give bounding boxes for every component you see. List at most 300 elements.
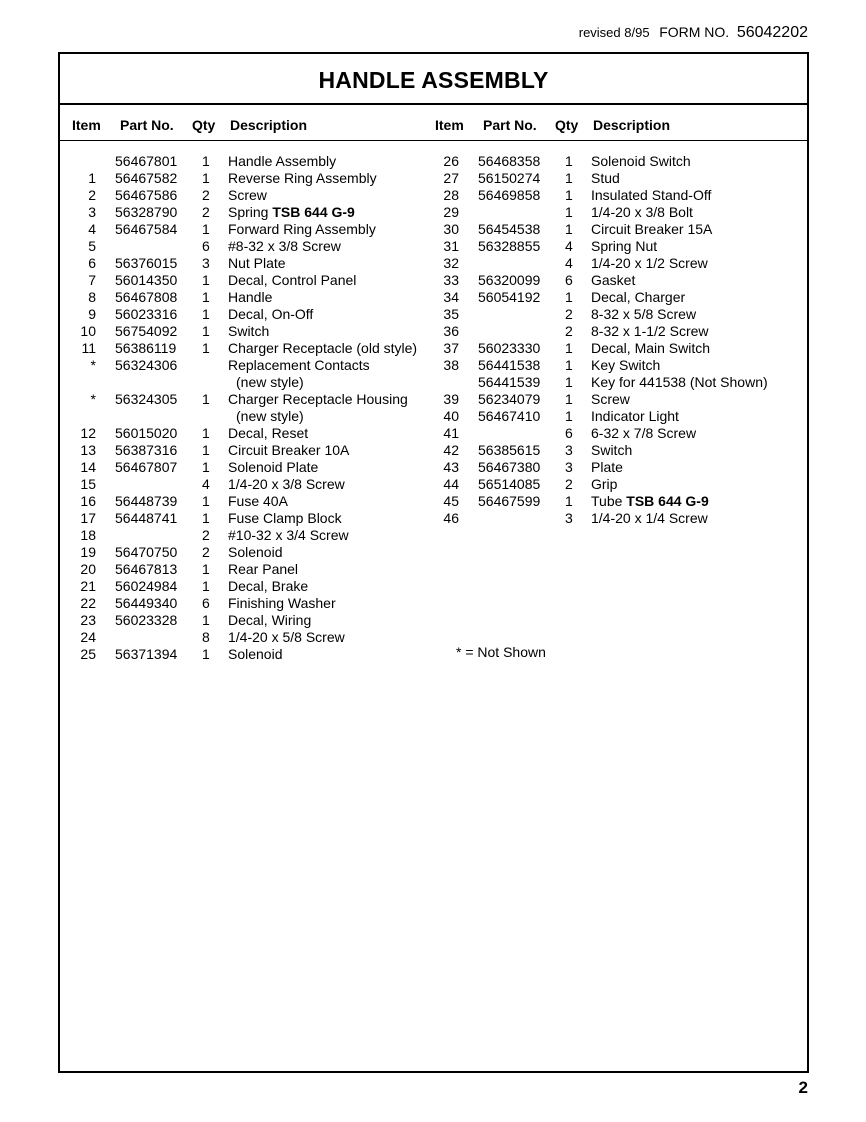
quantity: 2 (202, 204, 210, 220)
part-description (228, 459, 318, 476)
description-text: 1/4-20 x 1/4 Screw (591, 510, 708, 526)
part-row (426, 340, 806, 357)
part-description (228, 510, 342, 527)
header-item-left: Item (72, 117, 101, 133)
part-number: 56467807 (115, 459, 178, 475)
quantity: 1 (565, 408, 573, 424)
quantity: 2 (565, 306, 573, 322)
part-description (591, 374, 768, 391)
part-number: 56467584 (115, 221, 178, 237)
part-description (228, 340, 417, 357)
part-row (426, 476, 806, 493)
part-number: 56023316 (115, 306, 178, 322)
part-number: 56386119 (115, 340, 177, 356)
item-number: 11 (81, 340, 96, 356)
part-row (60, 306, 425, 323)
part-number: 56449340 (115, 595, 178, 611)
quantity: 1 (202, 323, 210, 339)
part-description (591, 170, 620, 187)
description-text: Indicator Light (591, 408, 679, 424)
part-number: 56467410 (478, 408, 541, 424)
quantity: 6 (565, 272, 573, 288)
part-description (228, 153, 336, 170)
part-description (228, 493, 288, 510)
item-number: 39 (443, 391, 459, 407)
item-number: 10 (80, 323, 96, 339)
item-number: 15 (80, 476, 96, 492)
item-number: 22 (80, 595, 96, 611)
part-description (228, 578, 308, 595)
part-description (228, 255, 286, 272)
item-number: 23 (80, 612, 96, 628)
part-description (591, 476, 617, 493)
part-number: 56454538 (478, 221, 541, 237)
item-number: 18 (80, 527, 96, 543)
item-number: 4 (88, 221, 96, 237)
part-number: 56023328 (115, 612, 178, 628)
quantity: 3 (565, 459, 573, 475)
quantity: 8 (202, 629, 210, 645)
part-description (228, 238, 341, 255)
item-number: * (90, 391, 96, 407)
part-description (228, 476, 345, 493)
description-text: Key for 441538 (Not Shown) (591, 374, 768, 390)
part-description (591, 442, 632, 459)
description-text: Decal, Control Panel (228, 272, 357, 288)
quantity: 2 (565, 323, 573, 339)
description-text: #10-32 x 3/4 Screw (228, 527, 349, 543)
item-number: 41 (443, 425, 459, 441)
description-text: 1/4-20 x 3/8 Bolt (591, 204, 693, 220)
description-text: Gasket (591, 272, 636, 288)
item-number: 2 (88, 187, 96, 203)
header-item-right: Item (435, 117, 464, 133)
item-number: 38 (443, 357, 459, 373)
part-description (228, 306, 313, 323)
item-number: 24 (80, 629, 96, 645)
item-number: 30 (443, 221, 459, 237)
quantity: 1 (565, 187, 573, 203)
part-number: 56324305 (115, 391, 178, 407)
part-row (60, 561, 425, 578)
part-row (60, 527, 425, 544)
description-text: 8-32 x 1-1/2 Screw (591, 323, 709, 339)
part-number: 56376015 (115, 255, 178, 271)
part-row (60, 255, 425, 272)
part-row (60, 459, 425, 476)
not-shown-note: * = Not Shown (456, 644, 546, 660)
quantity: 1 (202, 306, 210, 322)
description-text: Switch (591, 442, 633, 458)
quantity: 6 (202, 595, 210, 611)
quantity: 4 (202, 476, 210, 492)
part-number: 56514085 (478, 476, 541, 492)
quantity: 3 (565, 510, 573, 526)
part-number: 56754092 (115, 323, 178, 339)
item-number: 33 (443, 272, 459, 288)
part-number: 56054192 (478, 289, 541, 305)
part-row (60, 476, 425, 493)
part-row (426, 289, 806, 306)
part-row (60, 646, 425, 663)
part-number: 56469858 (478, 187, 541, 203)
quantity: 1 (565, 357, 573, 373)
quantity: 2 (565, 476, 573, 492)
quantity: 3 (565, 442, 573, 458)
part-row (60, 442, 425, 459)
part-row (426, 153, 806, 170)
part-description (228, 408, 304, 425)
item-number: 32 (443, 255, 459, 271)
part-description (591, 391, 630, 408)
part-row (60, 170, 425, 187)
description-text: Nut Plate (228, 255, 286, 271)
part-number: 56441539 (478, 374, 541, 390)
quantity: 6 (565, 425, 573, 441)
description-text: Decal, Charger (591, 289, 686, 305)
item-number: 45 (443, 493, 459, 509)
part-number: 56470750 (115, 544, 178, 560)
part-row (60, 493, 425, 510)
part-description (228, 357, 370, 374)
part-row (426, 391, 806, 408)
revision-info (579, 24, 808, 42)
quantity: 1 (565, 493, 573, 509)
part-number: 56320099 (478, 272, 541, 288)
part-description (591, 493, 709, 510)
description-text: Charger Receptacle Housing (228, 391, 408, 407)
page-title: HANDLE ASSEMBLY (60, 54, 807, 105)
quantity: 1 (202, 561, 210, 577)
item-number: 44 (443, 476, 459, 492)
description-text: (new style) (236, 374, 304, 390)
part-row (426, 187, 806, 204)
part-description (228, 561, 298, 578)
description-text: Decal, On-Off (228, 306, 314, 322)
part-row (60, 544, 425, 561)
part-number: 56023330 (478, 340, 541, 356)
column-headers (60, 105, 807, 141)
part-row (60, 629, 425, 646)
part-number: 56441538 (478, 357, 541, 373)
description-text: Reverse Ring Assembly (228, 170, 377, 186)
part-row (426, 306, 806, 323)
quantity: 1 (565, 170, 573, 186)
part-row (426, 238, 806, 255)
part-description (228, 425, 308, 442)
part-row (426, 510, 806, 527)
part-description (591, 340, 710, 357)
description-text: Handle (228, 289, 273, 305)
quantity: 2 (202, 187, 210, 203)
quantity: 1 (202, 340, 210, 356)
item-number: 40 (443, 408, 459, 424)
description-text: 1/4-20 x 1/2 Screw (591, 255, 708, 271)
part-row (60, 204, 425, 221)
quantity: 1 (202, 272, 210, 288)
part-row (426, 408, 806, 425)
part-description (591, 255, 708, 272)
parts-column-right (426, 153, 806, 527)
item-number: 26 (443, 153, 459, 169)
part-number: 56448741 (115, 510, 178, 526)
quantity: 1 (202, 442, 210, 458)
part-description (228, 187, 267, 204)
item-number: 19 (80, 544, 96, 560)
header-part-right: Part No. (483, 117, 537, 133)
item-number: 36 (443, 323, 459, 339)
part-number: 56467813 (115, 561, 178, 577)
part-number: 56467380 (478, 459, 541, 475)
description-text: 1/4-20 x 3/8 Screw (228, 476, 345, 492)
part-number: 56150274 (478, 170, 541, 186)
item-number: 43 (443, 459, 459, 475)
part-row (60, 425, 425, 442)
description-text: 1/4-20 x 5/8 Screw (228, 629, 345, 645)
part-row (426, 221, 806, 238)
part-description (228, 221, 376, 238)
quantity: 4 (565, 238, 573, 254)
part-description (228, 595, 336, 612)
part-row (426, 255, 806, 272)
part-number: 56234079 (478, 391, 541, 407)
part-row (60, 595, 425, 612)
quantity: 4 (565, 255, 573, 271)
description-text: Forward Ring Assembly (228, 221, 376, 237)
description-text: Solenoid (228, 544, 283, 560)
part-description (591, 357, 660, 374)
description-text: Fuse 40A (228, 493, 288, 509)
part-description (228, 323, 269, 340)
description-text: Switch (228, 323, 270, 339)
description-text: Decal, Main Switch (591, 340, 711, 356)
item-number: 35 (443, 306, 459, 322)
description-text: Solenoid (228, 646, 283, 662)
quantity: 1 (565, 153, 573, 169)
part-row (60, 374, 425, 391)
part-row (426, 442, 806, 459)
description-text: 6-32 x 7/8 Screw (591, 425, 697, 441)
description-text: Screw (591, 391, 630, 407)
quantity: 1 (565, 204, 573, 220)
part-row (60, 357, 425, 374)
part-number: 56015020 (115, 425, 178, 441)
part-number: 56328855 (478, 238, 541, 254)
item-number: 8 (88, 289, 96, 305)
quantity: 1 (565, 221, 573, 237)
item-number: 12 (80, 425, 96, 441)
description-text: Decal, Reset (228, 425, 309, 441)
item-number: 46 (443, 510, 459, 526)
header-part-left: Part No. (120, 117, 174, 133)
part-number: 56328790 (115, 204, 178, 220)
description-text: (new style) (236, 408, 304, 424)
form-label: FORM NO. (659, 24, 730, 40)
description-text: Spring (228, 204, 273, 220)
part-description (228, 289, 272, 306)
quantity: 1 (202, 289, 210, 305)
item-number: 14 (80, 459, 96, 475)
part-row (426, 459, 806, 476)
header-qty-left: Qty (192, 117, 216, 133)
description-text: Circuit Breaker 10A (228, 442, 350, 458)
part-row (426, 272, 806, 289)
revision-date: revised 8/95 (578, 25, 650, 40)
part-number: 56387316 (115, 442, 178, 458)
item-number: 13 (80, 442, 96, 458)
part-description (591, 323, 709, 340)
part-description (591, 408, 679, 425)
description-text: Handle Assembly (228, 153, 337, 169)
part-description (228, 527, 349, 544)
form-number: 56042202 (736, 24, 808, 41)
part-description (228, 544, 283, 561)
part-number: 56371394 (115, 646, 178, 662)
description-text: Insulated Stand-Off (591, 187, 712, 203)
header-desc-left: Description (230, 117, 308, 133)
description-text: Charger Receptacle (old style) (228, 340, 418, 356)
part-number: 56467582 (115, 170, 178, 186)
item-number: 3 (88, 204, 96, 220)
part-row (426, 204, 806, 221)
part-number: 56324306 (115, 357, 178, 373)
part-description (591, 510, 708, 527)
header-qty-right: Qty (555, 117, 579, 133)
description-spec: TSB 644 G-9 (272, 204, 355, 220)
item-number: 1 (88, 170, 96, 186)
quantity: 1 (202, 510, 210, 526)
description-spec: TSB 644 G-9 (626, 493, 709, 509)
quantity: 1 (202, 221, 210, 237)
part-number: 56385615 (478, 442, 541, 458)
quantity: 1 (565, 289, 573, 305)
parts-list-frame (58, 52, 809, 1073)
part-row (60, 187, 425, 204)
part-description (228, 204, 355, 221)
description-text: Tube (591, 493, 627, 509)
item-number: 5 (88, 238, 96, 254)
header-desc-right: Description (593, 117, 671, 133)
item-number: 27 (443, 170, 459, 186)
quantity: 2 (202, 544, 210, 560)
part-description (228, 374, 304, 391)
part-row (60, 612, 425, 629)
quantity: 2 (202, 527, 210, 543)
description-text: Replacement Contacts (228, 357, 370, 373)
quantity: 1 (565, 340, 573, 356)
part-row (426, 374, 806, 391)
part-description (228, 612, 311, 629)
item-number: 20 (80, 561, 96, 577)
item-number: 34 (443, 289, 459, 305)
part-description (591, 238, 657, 255)
part-description (228, 629, 345, 646)
part-number: 56448739 (115, 493, 178, 509)
description-text: Circuit Breaker 15A (591, 221, 713, 237)
quantity: 1 (202, 425, 210, 441)
item-number: 25 (80, 646, 96, 662)
part-description (228, 272, 356, 289)
item-number: 29 (443, 204, 459, 220)
part-description (591, 187, 711, 204)
part-description (228, 391, 408, 408)
item-number: 28 (443, 187, 459, 203)
description-text: Solenoid Switch (591, 153, 691, 169)
part-description (591, 306, 696, 323)
part-row (426, 170, 806, 187)
description-text: Spring Nut (591, 238, 658, 254)
item-number: 31 (443, 238, 459, 254)
description-text: Screw (228, 187, 267, 203)
part-description (228, 442, 349, 459)
part-row (60, 323, 425, 340)
part-row (60, 289, 425, 306)
description-text: 8-32 x 5/8 Screw (591, 306, 697, 322)
part-row (60, 408, 425, 425)
quantity: 1 (202, 646, 210, 662)
part-row (60, 510, 425, 527)
part-number: 56014350 (115, 272, 178, 288)
quantity: 1 (565, 374, 573, 390)
part-row (426, 493, 806, 510)
quantity: 3 (202, 255, 210, 271)
part-row (60, 238, 425, 255)
part-description (591, 289, 685, 306)
description-text: Stud (591, 170, 620, 186)
description-text: Grip (591, 476, 618, 492)
quantity: 1 (202, 153, 210, 169)
part-row (426, 323, 806, 340)
item-number: * (90, 357, 96, 373)
part-description (228, 170, 377, 187)
quantity: 1 (202, 578, 210, 594)
part-row (60, 578, 425, 595)
description-text: Fuse Clamp Block (228, 510, 342, 526)
description-text: Solenoid Plate (228, 459, 319, 475)
item-number: 7 (88, 272, 96, 288)
part-description (228, 646, 283, 663)
description-text: #8-32 x 3/8 Screw (228, 238, 341, 254)
item-number: 42 (443, 442, 459, 458)
description-text: Plate (591, 459, 623, 475)
page-number: 2 (798, 1078, 808, 1097)
item-number: 17 (80, 510, 96, 526)
part-description (591, 459, 623, 476)
part-row (60, 272, 425, 289)
part-number: 56467586 (115, 187, 178, 203)
part-row (60, 221, 425, 238)
part-number: 56467599 (478, 493, 541, 509)
item-number: 9 (88, 306, 96, 322)
part-number: 56467801 (115, 153, 178, 169)
part-number: 56024984 (115, 578, 178, 594)
part-row (426, 425, 806, 442)
quantity: 1 (565, 391, 573, 407)
item-number: 16 (80, 493, 96, 509)
part-description (591, 221, 712, 238)
quantity: 1 (202, 493, 210, 509)
quantity: 1 (202, 612, 210, 628)
item-number: 37 (443, 340, 459, 356)
quantity: 1 (202, 391, 210, 407)
parts-column-left (60, 153, 425, 663)
part-number: 56467808 (115, 289, 178, 305)
part-description (591, 425, 696, 442)
part-row (60, 153, 425, 170)
quantity: 6 (202, 238, 210, 254)
part-number: 56468358 (478, 153, 541, 169)
part-description (591, 204, 693, 221)
